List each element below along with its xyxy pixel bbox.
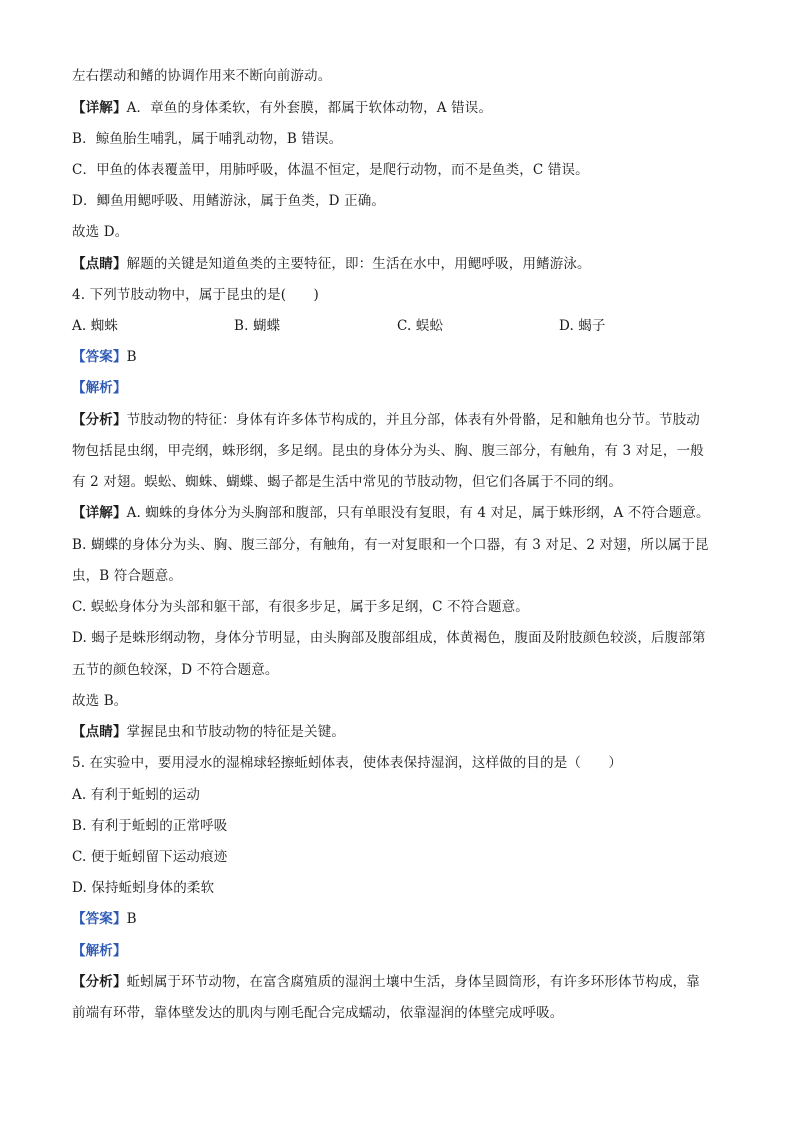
q3-continuation-text: 左右摆动和鳍的协调作用来不断向前游动。	[72, 68, 332, 84]
detail-text: B．鲸鱼胎生哺乳，属于哺乳动物，B 错误。	[72, 131, 343, 147]
detail-text: B. 蝴蝶的身体分为头、胸、腹三部分，有触角，有一对复眼和一个口器，有 3 对足、2 对翅，所以属于昆	[72, 537, 709, 553]
detail-text: 虫，B 符合题意。	[72, 568, 183, 584]
answer-tag: 【答案】	[72, 349, 127, 365]
q4-analysis-1	[72, 410, 722, 430]
detail-tag: 【详解】	[72, 505, 127, 521]
q3-detail-b	[72, 129, 722, 149]
question-stem: 4. 下列节肢动物中，属于昆虫的是( )	[72, 287, 319, 303]
option-c: C. 便于蚯蚓留下运动痕迹	[72, 849, 228, 865]
detail-text: 五节的颜色较深，D 不符合题意。	[72, 662, 279, 678]
option-a: A. 蜘蛛	[72, 318, 119, 334]
choose-text: 故选 B。	[72, 693, 128, 709]
q3-choose	[72, 222, 722, 242]
point-text: 掌握昆虫和节肢动物的特征是关键。	[126, 724, 346, 740]
option-c: C. 蜈蚣	[397, 318, 444, 334]
detail-text: C. 蜈蚣身体分为头部和躯干部，有很多步足，属于多足纲，C 不符合题意。	[72, 599, 529, 615]
detail-tag: 【详解】	[72, 100, 127, 116]
analysis-tag: 【解析】	[72, 943, 127, 959]
option-d: D. 蝎子	[559, 318, 606, 334]
q4-point	[72, 722, 722, 742]
point-tag: 【点睛】	[72, 724, 127, 740]
option-b: B. 蝴蝶	[234, 318, 281, 334]
detail-text: A. 蜘蛛的身体分为头胸部和腹部，只有单眼没有复眼，有 4 对足，属于蛛形纲，A 不符合题意。	[126, 505, 710, 521]
q4-detail-b1	[72, 535, 722, 555]
question-stem: 5. 在实验中，要用浸水的湿棉球轻擦蚯蚓体表，使体表保持湿润，这样做的目的是（ ）	[72, 755, 622, 771]
choose-text: 故选 D。	[72, 224, 129, 240]
analysis-text: 节肢动物的特征：身体有许多体节构成的，并且分部，体表有外骨骼，足和触角也分节。节肢动	[126, 412, 700, 428]
q3-detail-a	[72, 98, 722, 118]
q3-detail-d	[72, 191, 722, 211]
detail-text: D. 蝎子是蛛形纲动物，身体分节明显，由头胸部及腹部组成，体黄褐色，腹面及附肢颜色较淡，后腹部第	[72, 630, 706, 646]
q5-answer	[72, 909, 722, 929]
q5-stem	[72, 753, 722, 773]
q5-analysis-heading	[72, 941, 722, 961]
q3-detail-c	[72, 160, 722, 180]
q4-options	[72, 316, 752, 336]
analysis-sub-tag: 【分析】	[72, 412, 127, 428]
option-b: B. 有利于蚯蚓的正常呼吸	[72, 818, 228, 834]
q4-detail-d2	[72, 660, 722, 680]
q4-choose	[72, 691, 722, 711]
answer-value: B	[126, 349, 137, 365]
q4-analysis-3	[72, 472, 722, 492]
q5-analysis-2	[72, 1003, 722, 1023]
q5-option-c	[72, 847, 722, 867]
option-d: D. 保持蚯蚓身体的柔软	[72, 880, 215, 896]
q5-option-d	[72, 878, 722, 898]
q5-option-a	[72, 785, 722, 805]
q4-analysis-heading	[72, 378, 722, 398]
point-tag: 【点睛】	[72, 256, 127, 272]
analysis-text: 蚯蚓属于环节动物，在富含腐殖质的湿润土壤中生活，身体呈圆筒形，有许多环形体节构成，靠	[126, 974, 700, 990]
q4-detail-c	[72, 597, 722, 617]
detail-text: C．甲鱼的体表覆盖甲，用肺呼吸，体温不恒定，是爬行动物，而不是鱼类，C 错误。	[72, 162, 589, 178]
point-text: 解题的关键是知道鱼类的主要特征，即：生活在水中，用鳃呼吸，用鳍游泳。	[126, 256, 591, 272]
option-a: A. 有利于蚯蚓的运动	[72, 787, 200, 803]
q4-analysis-2	[72, 441, 722, 461]
detail-text: D．鲫鱼用鳃呼吸、用鳍游泳，属于鱼类，D 正确。	[72, 193, 386, 209]
q5-analysis-1	[72, 972, 722, 992]
q4-stem	[72, 285, 722, 305]
analysis-text: 有 2 对翅。蜈蚣、蜘蛛、蝴蝶、蝎子都是生活中常见的节肢动物，但它们各属于不同的纲。	[72, 474, 622, 490]
detail-text: A．章鱼的身体柔软，有外套膜，都属于软体动物，A 错误。	[126, 100, 493, 116]
answer-value: B	[126, 911, 137, 927]
q4-detail-d1	[72, 628, 722, 648]
q4-detail-a	[72, 503, 722, 523]
analysis-text: 前端有环带，靠体壁发达的肌肉与刚毛配合完成蠕动，依靠湿润的体壁完成呼吸。	[72, 1005, 564, 1021]
analysis-tag: 【解析】	[72, 380, 127, 396]
q3-continuation	[72, 66, 722, 86]
analysis-sub-tag: 【分析】	[72, 974, 127, 990]
answer-tag: 【答案】	[72, 911, 127, 927]
q3-point	[72, 254, 722, 274]
q5-option-b	[72, 816, 722, 836]
q4-detail-b2	[72, 566, 722, 586]
q4-answer	[72, 347, 722, 367]
analysis-text: 物包括昆虫纲，甲壳纲，蛛形纲，多足纲。昆虫的身体分为头、胸、腹三部分，有触角，有 3 对足，一般	[72, 443, 704, 459]
